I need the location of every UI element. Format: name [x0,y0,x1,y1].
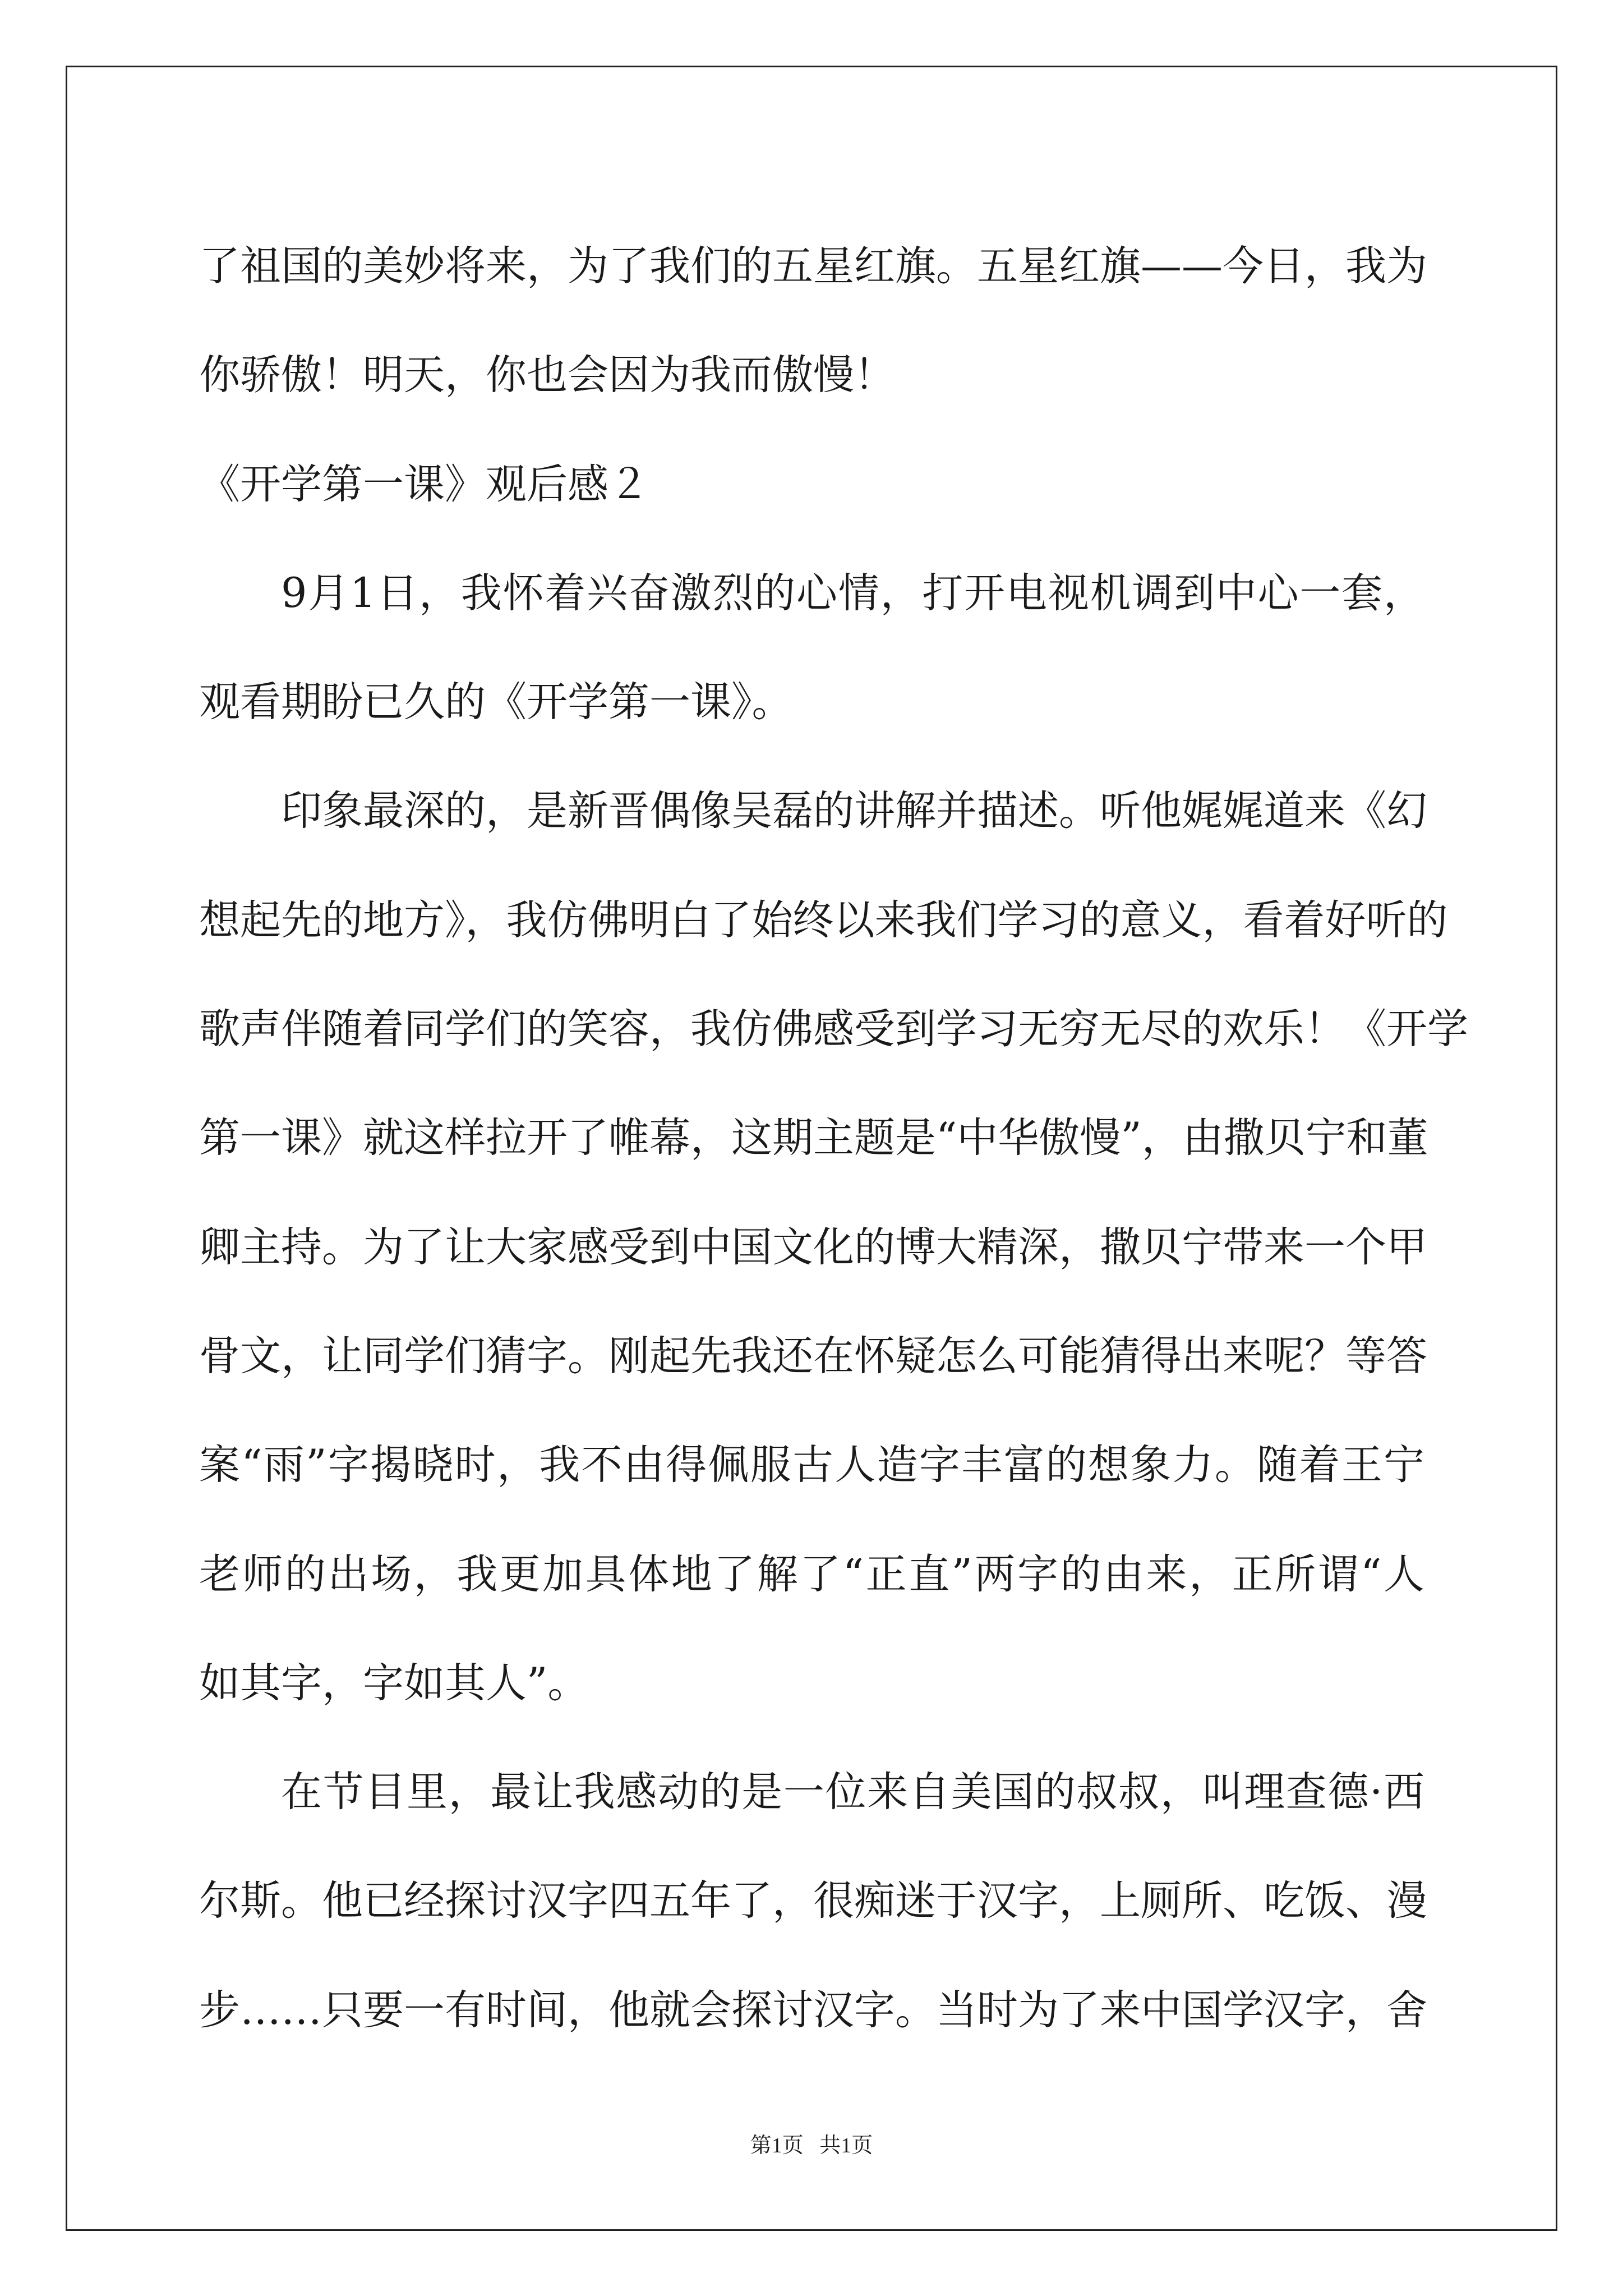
text-line: 观看期盼已久的《开学第一课》。 [199,678,793,726]
text-line: 老师的出场，我更加具体地了解了“正直”两字的由来，正所谓“人 [199,1550,1424,1598]
document-body [199,212,1468,2065]
text-line: 想起先的地方》，我仿佛明白了始终以来我们学习的意义，看着好听的 [199,896,1448,944]
paragraph-first-line: 在节目里，最让我感动的是一位来自美国的叔叔，叫理查德·西 [281,1768,1424,1816]
page-footer [0,2132,1623,2160]
text-line: 了祖国的美妙将来，为了我们的五星红旗。五星红旗——今日，我为 [199,242,1427,290]
section-heading: 《开学第一课》观后感２ [199,460,649,508]
text-line: 你骄傲！明天，你也会因为我而傲慢！ [199,351,895,399]
text-line: 卿主持。为了让大家感受到中国文化的博大精深，撒贝宁带来一个甲 [199,1223,1427,1271]
text-line: 歌声伴随着同学们的笑容，我仿佛感受到学习无穷无尽的欢乐！《开学 [199,1005,1468,1053]
footer-separator [804,2134,820,2157]
text-line: 步……只要一有时间，他就会探讨汉字。当时为了来中国学汉字，舍 [199,1986,1427,2034]
total-pages: 共1页 [819,2134,873,2157]
text-line: 案“雨”字揭晓时，我不由得佩服古人造字丰富的想象力。随着王宁 [199,1441,1424,1489]
text-line: 尔斯。他已经探讨汉字四五年了，很痴迷于汉字，上厕所、吃饭、漫 [199,1877,1427,1925]
paragraph-first-line: 9月1日，我怀着兴奋激烈的心情，打开电视机调到中心一套， [281,569,1424,617]
text-line: 骨文，让同学们猜字。刚起先我还在怀疑怎么可能猜得出来呢？等答 [199,1332,1427,1380]
page-number: 第1页 [750,2134,804,2157]
text-line: 第一课》就这样拉开了帷幕，这期主题是“中华傲慢”，由撒贝宁和董 [199,1114,1428,1162]
paragraph-first-line: 印象最深的，是新晋偶像吴磊的讲解并描述。听他娓娓道来《幻 [281,787,1427,835]
text-line: 如其字，字如其人”。 [199,1659,589,1707]
